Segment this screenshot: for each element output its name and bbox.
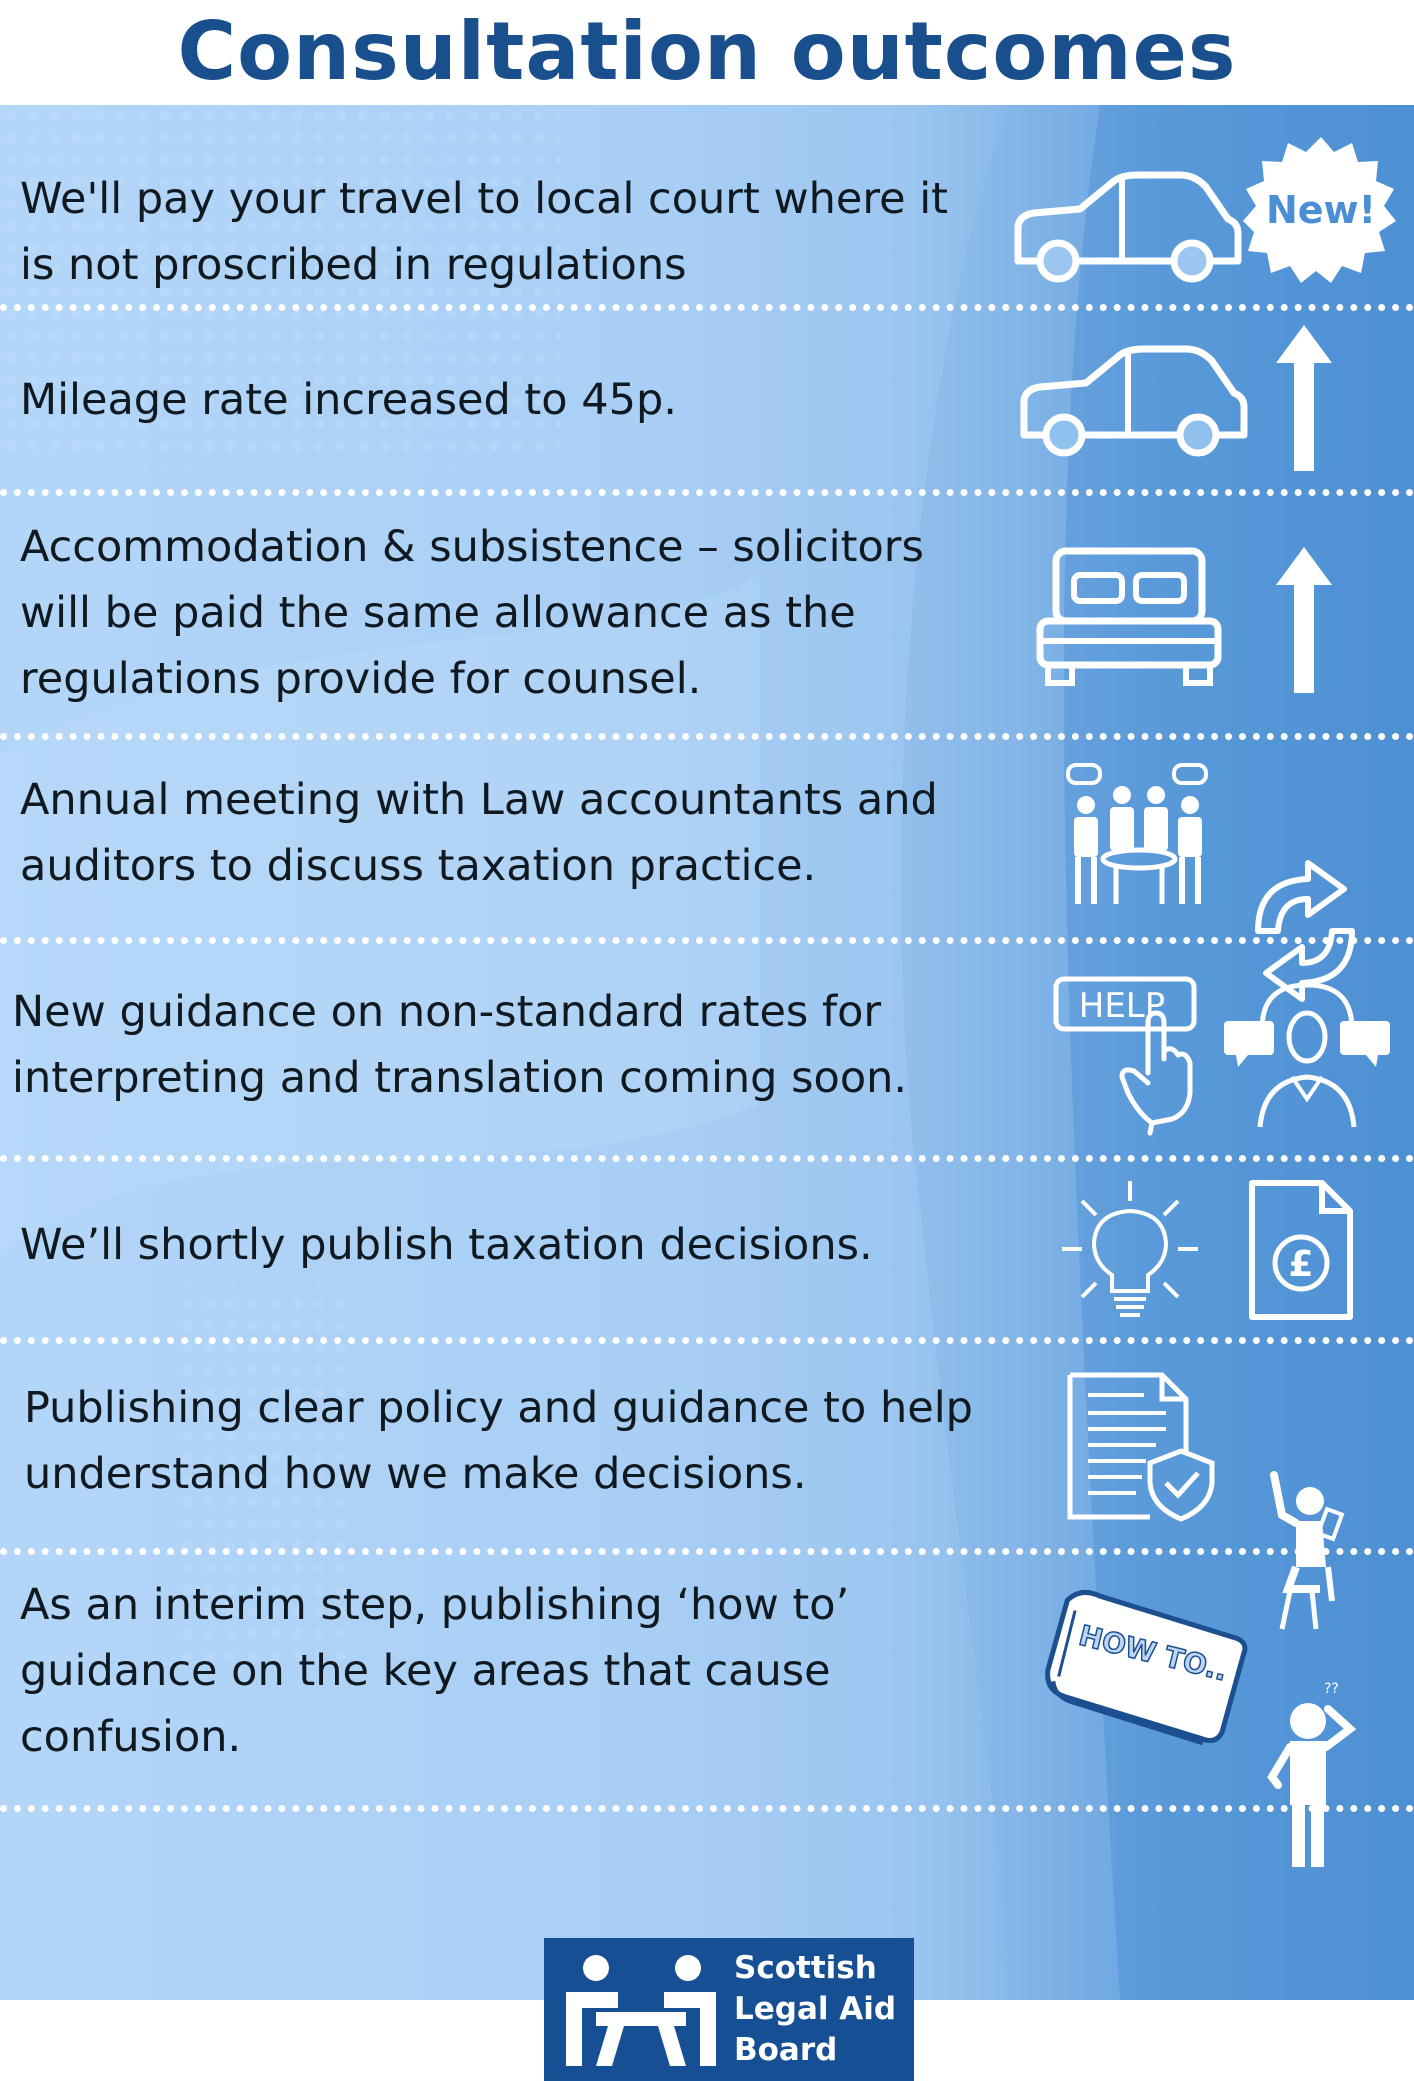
row-8-text xyxy=(20,1571,980,1771)
lightbulb-icon xyxy=(1060,1179,1200,1324)
header xyxy=(0,0,1414,105)
row-7-text xyxy=(24,1371,984,1511)
divider-2 xyxy=(0,489,1414,496)
row-1-text xyxy=(20,162,980,302)
slab-logo xyxy=(544,1938,914,2081)
row-6-label: We’ll shortly publish taxation decisions. xyxy=(20,1220,873,1270)
logo-line-2: Legal Aid xyxy=(734,1991,897,2027)
confused-person-icon xyxy=(1264,1681,1364,1871)
two-people-desk-icon xyxy=(556,1948,726,2070)
svg-text:New!: New! xyxy=(1265,188,1377,232)
car-icon xyxy=(1016,345,1248,465)
help-hand-icon xyxy=(1052,973,1202,1133)
meeting-group-icon xyxy=(1064,759,1214,909)
logo-line-3: Board xyxy=(734,2032,838,2068)
new-badge-icon xyxy=(1246,135,1396,285)
svg-text:HELP: HELP xyxy=(1078,986,1166,1026)
car-icon xyxy=(1010,171,1242,291)
row-8-label: As an interim step, publishing ‘how to’ guidance on the key areas that cause confusion. xyxy=(20,1580,850,1762)
divider-7 xyxy=(0,1548,1414,1555)
row-1-label: We'll pay your travel to local court where it is not proscribed in regulations xyxy=(20,174,949,290)
logo-line-1: Scottish xyxy=(734,1950,877,1986)
svg-text:??: ?? xyxy=(1324,1681,1339,1697)
divider-3 xyxy=(0,733,1414,740)
how-to-book-icon xyxy=(1040,1585,1250,1745)
row-2-label: Mileage rate increased to 45p. xyxy=(20,375,677,425)
row-3-label: Accommodation & subsistence – solicitors will be paid the same allowance as the regulations provide for counsel. xyxy=(20,522,924,704)
divider-6 xyxy=(0,1337,1414,1344)
pound-document-icon xyxy=(1248,1179,1354,1321)
policy-shield-document-icon xyxy=(1066,1371,1216,1521)
outcomes-panel xyxy=(0,105,1414,2068)
row-6-text xyxy=(20,1185,980,1305)
row-5-text xyxy=(12,975,972,1115)
row-2-text xyxy=(20,345,980,455)
up-arrow-icon xyxy=(1274,323,1334,473)
svg-text:£: £ xyxy=(1288,1244,1314,1285)
bed-icon xyxy=(1034,545,1224,695)
row-4-label: Annual meeting with Law accountants and auditors to discuss taxation practice. xyxy=(20,775,938,891)
divider-1 xyxy=(0,304,1414,311)
logo-wordmark xyxy=(734,1948,904,2071)
divider-5 xyxy=(0,1155,1414,1162)
up-arrow-icon xyxy=(1274,545,1334,695)
divider-8 xyxy=(0,1805,1414,1812)
row-5-label: New guidance on non-standard rates for interpreting and translation coming soon. xyxy=(12,987,908,1103)
divider-4 xyxy=(0,937,1414,944)
row-7-label: Publishing clear policy and guidance to help understand how we make decisions. xyxy=(24,1383,973,1499)
row-3-text xyxy=(20,513,980,713)
svg-text:HOW TO..: HOW TO.. xyxy=(1075,1618,1231,1688)
row-4-text xyxy=(20,763,980,903)
page-title: Consultation outcomes xyxy=(177,5,1237,98)
interpreter-icon xyxy=(1222,977,1392,1127)
